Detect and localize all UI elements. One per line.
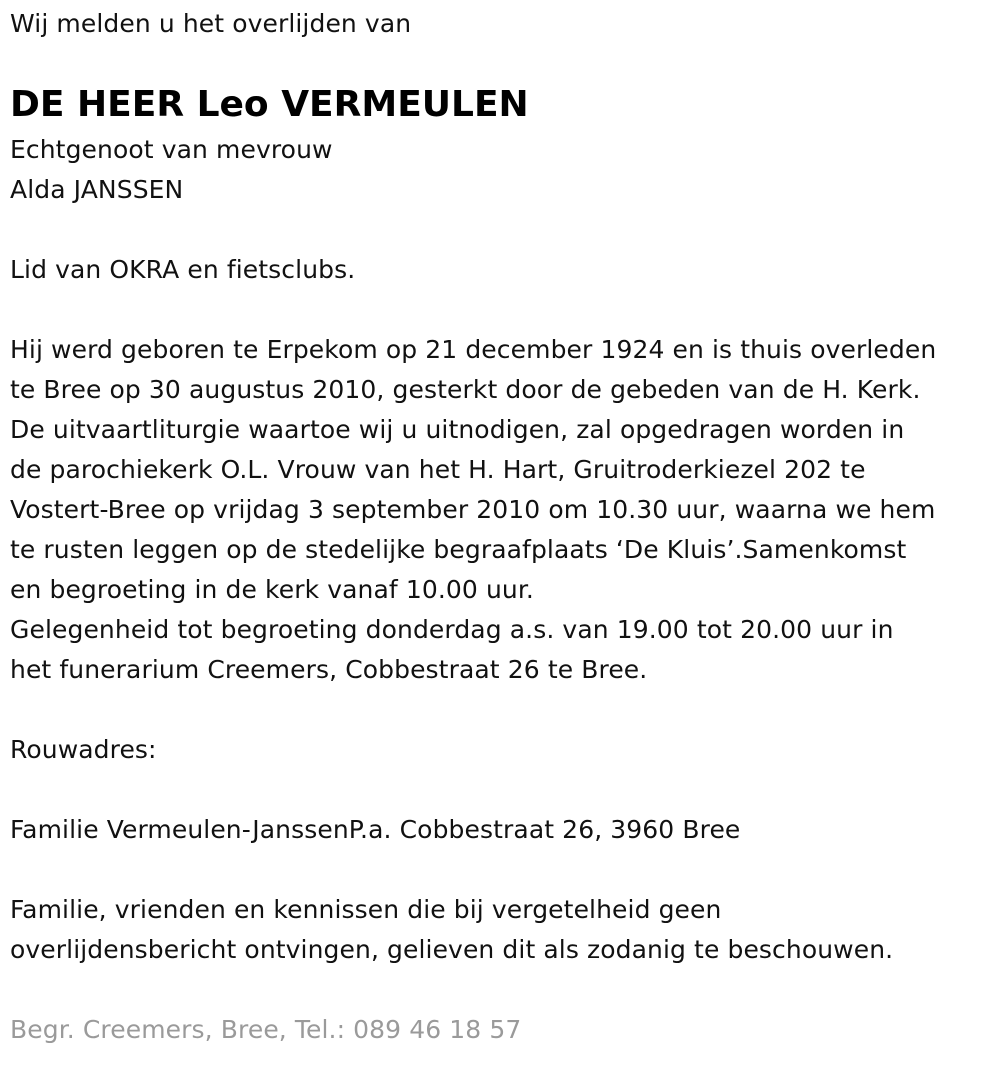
details-line: te Bree op 30 augustus 2010, gesterkt door de gebeden van de H. Kerk. [10,375,921,404]
spouse-line: Alda JANSSEN [10,175,184,204]
spacer [10,850,990,890]
closing-line: overlijdensbericht ontvingen, gelieven dit als zodanig te beschouwen. [10,935,894,964]
details-line: Vostert-Bree op vrijdag 3 september 2010 om 10.30 uur, waarna we hem [10,495,936,524]
details-line: te rusten leggen op de stedelijke begraafplaats ‘De Kluis’.Samenkomst [10,535,907,564]
spacer [10,690,990,730]
closing-line: Familie, vrienden en kennissen die bij vergetelheid geen [10,895,722,924]
spacer [10,210,990,250]
details-line: en begroeting in de kerk vanaf 10.00 uur. [10,575,534,604]
details-line: de parochiekerk O.L. Vrouw van het H. Hart, Gruitroderkiezel 202 te [10,455,866,484]
spacer [10,770,990,810]
spouse-block [10,130,990,210]
membership-text: Lid van OKRA en fietsclubs. [10,255,356,284]
spouse-line: Echtgenoot van mevrouw [10,135,333,164]
spacer [10,290,990,330]
mourning-address: Familie Vermeulen-JanssenP.a. Cobbestraat 26, 3960 Bree [10,815,741,844]
details-line: Gelegenheid tot begroeting donderdag a.s. van 19.00 tot 20.00 uur in [10,615,894,644]
spacer [10,970,990,1010]
details-line: Hij werd geboren te Erpekom op 21 december 1924 en is thuis overleden [10,335,937,364]
intro-text: Wij melden u het overlijden van [10,9,412,38]
funeral-home-footer: Begr. Creemers, Bree, Tel.: 089 46 18 57 [10,1015,522,1044]
closing-block [10,890,990,970]
details-block [10,330,990,690]
details-line: het funerarium Creemers, Cobbestraat 26 te Bree. [10,655,648,684]
deceased-name: DE HEER Leo VERMEULEN [10,84,529,125]
obituary-notice [0,4,1000,1074]
details-line: De uitvaartliturgie waartoe wij u uitnodigen, zal opgedragen worden in [10,415,905,444]
address-label: Rouwadres: [10,735,157,764]
